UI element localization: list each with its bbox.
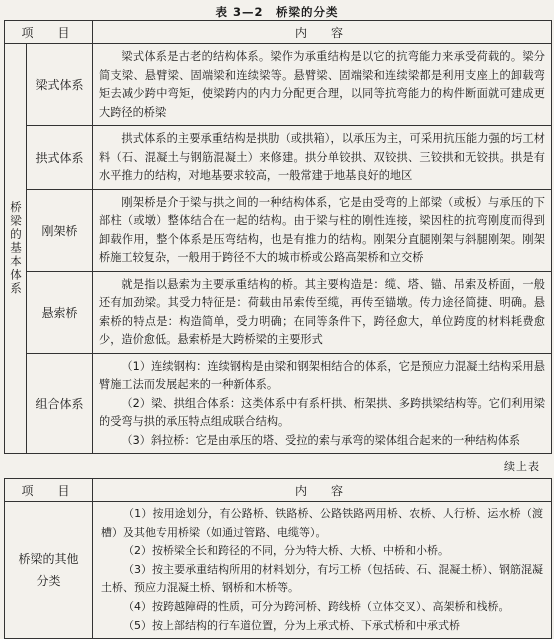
row-type-beam: 梁式体系	[27, 44, 93, 126]
row-type-other	[5, 502, 93, 639]
header-row	[5, 479, 552, 502]
list-item: （2）按桥梁全长和跨径的不同，分为特大桥、大桥、中桥和小桥。	[123, 544, 449, 558]
row-type-other-label: 桥梁的其他分类	[18, 552, 79, 589]
table-row	[5, 502, 552, 639]
table-row	[5, 353, 552, 454]
row-text: 拱式体系的主要承重结构是拱肋（或拱箱），以承压为主，可采用抗压能力强的圬工材料（石、混凝土与钢筋混凝土）来修建。拱分单铰拱、双铰拱、三铰拱和无铰拱。拱是有水平推力的结构，对地基要求较高，一般常建于地基良好的地区	[99, 132, 545, 182]
list-item: （1）连续钢构：连续钢构是由梁和钢架相结合的体系，它是预应力混凝土结构采用悬臂施工法而发展起来的一种新体系。	[99, 359, 545, 391]
row-content-combination	[93, 353, 552, 454]
table-row	[5, 44, 552, 126]
table-title: 表 3—2 桥梁的分类	[215, 5, 339, 19]
list-item: （2）梁、拱组合体系：这类体系中有系杆拱、桁架拱、多跨拱梁结构等。它们利用梁的受弯与拱的承压特点组成联合结构。	[99, 396, 545, 428]
row-content-other	[93, 502, 552, 639]
group-cell	[5, 44, 27, 454]
list-item: （3）按主要承重结构所用的材料划分，有圬工桥（包括砖、石、混凝土桥）、钢筋混凝土桥、预应力混凝土桥、钢桥和木桥等。	[101, 562, 543, 595]
continued-label: 续上表	[504, 460, 540, 473]
row-content-arch	[93, 126, 552, 190]
table-row	[5, 189, 552, 271]
row-content-rigid-frame	[93, 189, 552, 271]
row-type-arch: 拱式体系	[27, 126, 93, 190]
row-text: 刚架桥是介于梁与拱之间的一种结构体系，它是由受弯的上部梁（或板）与承压的下部柱（或墩）整体结合在一起的结构。由于梁与柱的刚性连接，梁因柱的抗弯刚度而得到卸载作用，整个体系是压弯结构，也是有推力的结构。刚架分直腿刚架与斜腿刚架。刚架桥施工较复杂，一般用于跨径不大的城市桥或公路高架桥和立交桥	[99, 195, 545, 264]
header-item: 项 目	[5, 21, 93, 44]
header-content: 内 容	[93, 21, 552, 44]
list-item: （1）按用途划分，有公路桥、铁路桥、公路铁路两用桥、农桥、人行桥、运水桥（渡槽）及其他专用桥梁（如通过管路、电缆等）。	[101, 507, 543, 539]
header-item: 项 目	[5, 479, 93, 502]
table-row	[5, 126, 552, 190]
bridge-classification-table-continued	[4, 478, 552, 639]
list-item: （3）斜拉桥：它是由承压的塔、受拉的索与承弯的梁体组合起来的一种结构体系	[121, 433, 521, 447]
row-content-beam	[93, 44, 552, 126]
table-row	[5, 271, 552, 353]
row-content-suspension	[93, 271, 552, 353]
list-item: （4）按跨越障碍的性质，可分为跨河桥、跨线桥（立体交叉）、高架桥和栈桥。	[123, 599, 510, 613]
header-content: 内 容	[93, 479, 552, 502]
header-row	[5, 21, 552, 44]
row-type-suspension: 悬索桥	[27, 271, 93, 353]
row-text: 梁式体系是古老的结构体系。梁作为承重结构是以它的抗弯能力来承受荷载的。梁分简支梁、悬臂梁、固端梁和连续梁等。悬臂梁、固端梁和连续梁都是利用支座上的卸载弯矩去减少跨中弯矩，使梁跨内的内力分配更合理，以同等抗弯能力的构件断面就可建成更大跨径的桥梁	[99, 50, 545, 119]
list-item: （5）按上部结构的行车道位置，分为上承式桥、下承式桥和中承式桥	[123, 618, 460, 632]
row-text: 就是指以悬索为主要承重结构的桥。其主要构造是：缆、塔、锚、吊索及桥面，一般还有加劲梁。其受力特征是：荷载由吊索传至缆，再传至锚墩。传力途径简捷、明确。悬索桥的特点是：构造简单，受力明确；在同等条件下，跨径愈大，单位跨度的材料耗费愈少，造价愈低。悬索桥是大跨桥梁的主要形式	[99, 277, 545, 346]
row-type-combination: 组合体系	[27, 353, 93, 454]
row-type-rigid-frame: 刚架桥	[27, 189, 93, 271]
group-label: 桥梁的基本体系	[9, 201, 23, 296]
bridge-classification-table	[4, 20, 552, 454]
